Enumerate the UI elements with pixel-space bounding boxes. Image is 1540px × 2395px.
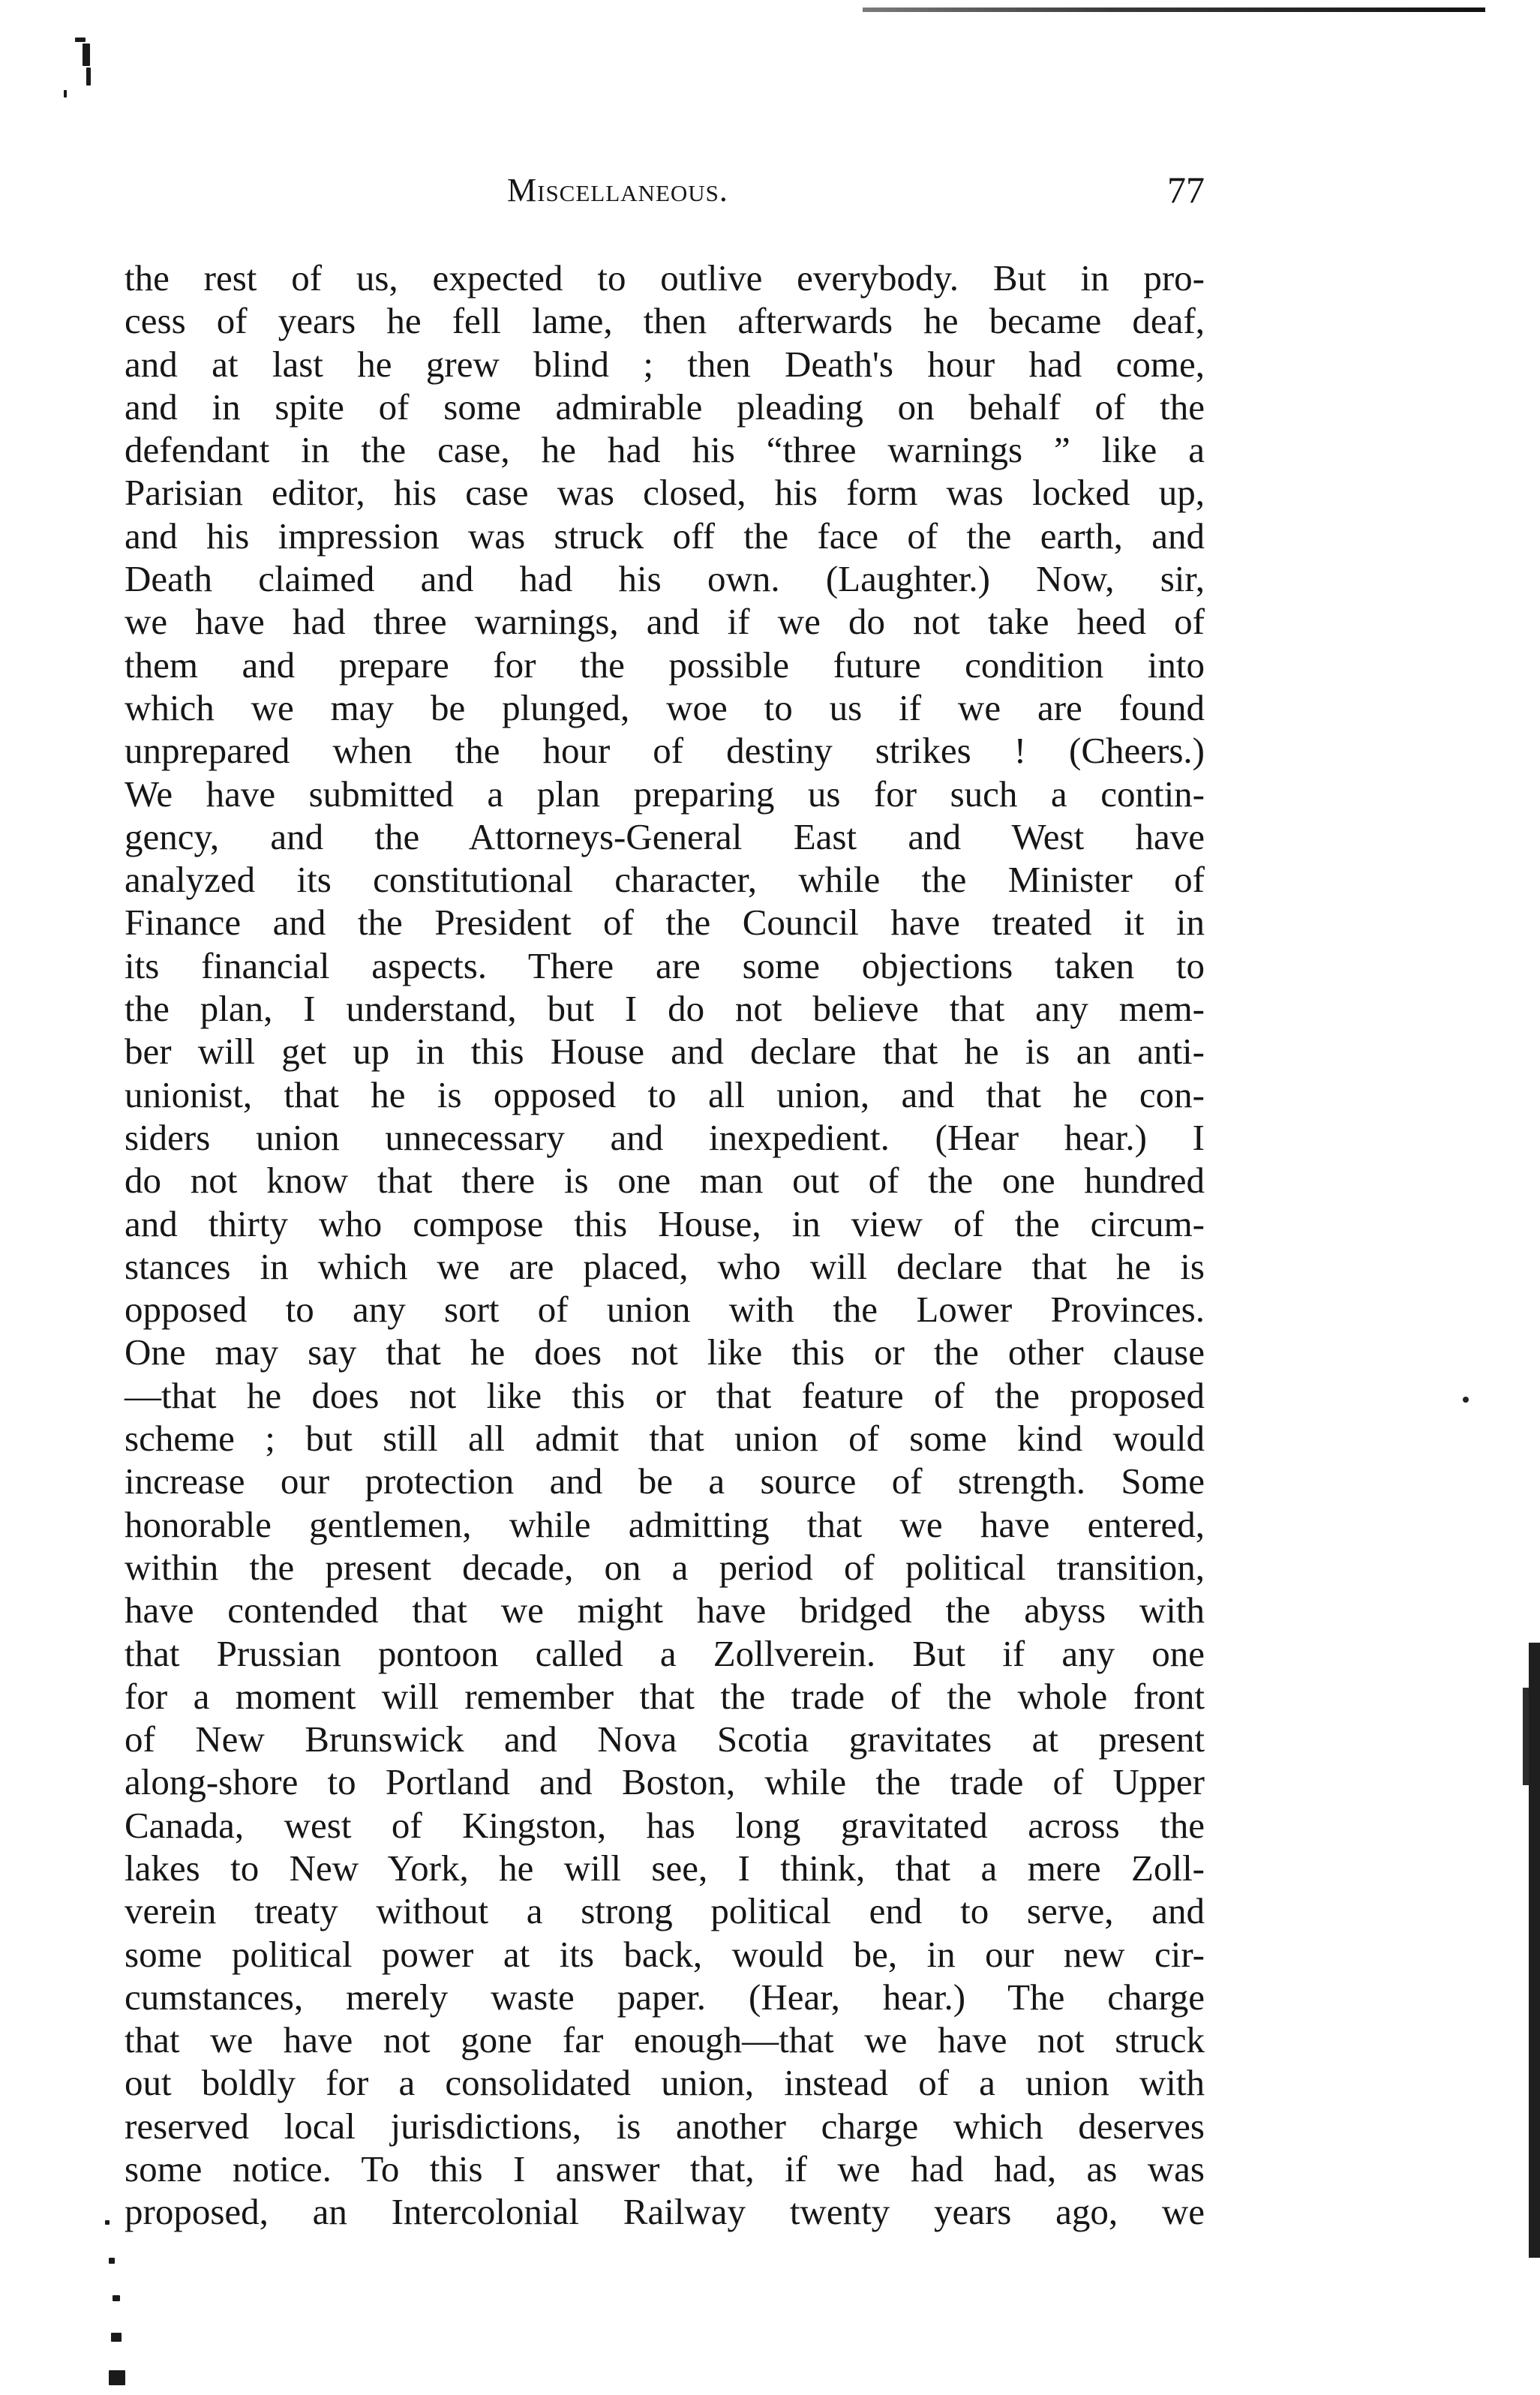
text-line: gency, and the Attorneys-General East and West have [125, 815, 1205, 857]
text-line: siders union unnecessary and inexpedient. (Hear hear.) I [125, 1116, 1205, 1158]
top-rule [863, 8, 1485, 12]
scan-mark [83, 44, 90, 66]
text-line: stances in which we are placed, who will declare that he is [125, 1245, 1205, 1287]
text-line: unprepared when the hour of destiny strikes ! (Cheers.) [125, 730, 1205, 772]
scan-edge [1523, 1688, 1529, 1785]
text-line: them and prepare for the possible future condition into [125, 644, 1205, 686]
text-line: have contended that we might have bridged the abyss with [125, 1589, 1205, 1631]
text-line: We have submitted a plan preparing us for such a contin- [125, 773, 1205, 815]
text-line: —that he does not like this or that feature of the proposed [125, 1374, 1205, 1416]
text-line: analyzed its constitutional character, while the Minister of [125, 859, 1205, 901]
text-line: do not know that there is one man out of the one hundred [125, 1160, 1205, 1202]
text-line: reserved local jurisdictions, is another charge which deserves [125, 2105, 1205, 2147]
text-line: that we have not gone far enough—that we have not struck [125, 2019, 1205, 2061]
body-text [125, 257, 1205, 2234]
text-line: unionist, that he is opposed to all union, and that he con- [125, 1073, 1205, 1115]
text-line: Death claimed and had his own. (Laughter.) Now, sir, [125, 558, 1205, 600]
text-line: and thirty who compose this House, in view of the circum- [125, 1202, 1205, 1244]
text-line: some political power at its back, would be, in our new cir- [125, 1933, 1205, 1975]
text-line: ber will get up in this House and declare that he is an anti- [125, 1031, 1205, 1073]
text-line: and at last he grew blind ; then Death's hour had come, [125, 343, 1205, 385]
scan-mark [105, 2220, 110, 2225]
scan-mark [111, 2333, 122, 2342]
text-line: cess of years he fell lame, then afterwards he became deaf, [125, 300, 1205, 342]
text-line: we have had three warnings, and if we do not take heed of [125, 601, 1205, 643]
text-line: Parisian editor, his case was closed, his form was locked up, [125, 472, 1205, 514]
scan-mark [109, 2370, 125, 2385]
text-line: opposed to any sort of union with the Lower Provinces. [125, 1289, 1205, 1331]
running-head: Miscellaneous. [507, 172, 728, 209]
text-line: along-shore to Portland and Boston, while the trade of Upper [125, 1761, 1205, 1803]
text-line: out boldly for a consolidated union, instead of a union with [125, 2062, 1205, 2104]
scan-mark [113, 2295, 120, 2301]
scan-mark [86, 68, 91, 86]
text-line: scheme ; but still all admit that union of some kind would [125, 1418, 1205, 1460]
text-line: One may say that he does not like this or the other clause [125, 1331, 1205, 1373]
text-line: Canada, west of Kingston, has long gravitated across the [125, 1804, 1205, 1846]
text-line: and his impression was struck off the face of the earth, and [125, 515, 1205, 557]
scan-mark [1463, 1397, 1469, 1403]
text-line: cumstances, merely waste paper. (Hear, hear.) The charge [125, 1976, 1205, 2018]
text-line: Finance and the President of the Council have treated it in [125, 902, 1205, 944]
text-line: which we may be plunged, woe to us if we are found [125, 686, 1205, 728]
text-line: the plan, I understand, but I do not believe that any mem- [125, 988, 1205, 1030]
text-line: some notice. To this I answer that, if we had had, as was [125, 2148, 1205, 2190]
text-line: defendant in the case, he had his “three warnings ” like a [125, 429, 1205, 471]
scan-mark [75, 38, 86, 42]
text-line: verein treaty without a strong political end to serve, and [125, 1890, 1205, 1932]
text-line: honorable gentlemen, while admitting that we have entered, [125, 1503, 1205, 1545]
text-line: its financial aspects. There are some objections taken to [125, 944, 1205, 986]
text-line: of New Brunswick and Nova Scotia gravitates at present [125, 1718, 1205, 1760]
text-line: within the present decade, on a period of political transition, [125, 1546, 1205, 1588]
scan-mark [64, 90, 67, 98]
scan-edge [1529, 1643, 1540, 2258]
scan-mark [109, 2258, 115, 2264]
text-line: increase our protection and be a source of strength. Some [125, 1460, 1205, 1502]
text-line: the rest of us, expected to outlive everybody. But in pro- [125, 257, 1205, 299]
text-line: for a moment will remember that the trade of the whole front [125, 1675, 1205, 1717]
text-line: and in spite of some admirable pleading on behalf of the [125, 386, 1205, 428]
page-header [125, 168, 1205, 221]
page-number: 77 [1167, 169, 1205, 211]
text-line: proposed, an Intercolonial Railway twenty years ago, we [125, 2191, 1205, 2233]
text-line: lakes to New York, he will see, I think, that a mere Zoll- [125, 1847, 1205, 1889]
text-line: that Prussian pontoon called a Zollverein. But if any one [125, 1632, 1205, 1674]
